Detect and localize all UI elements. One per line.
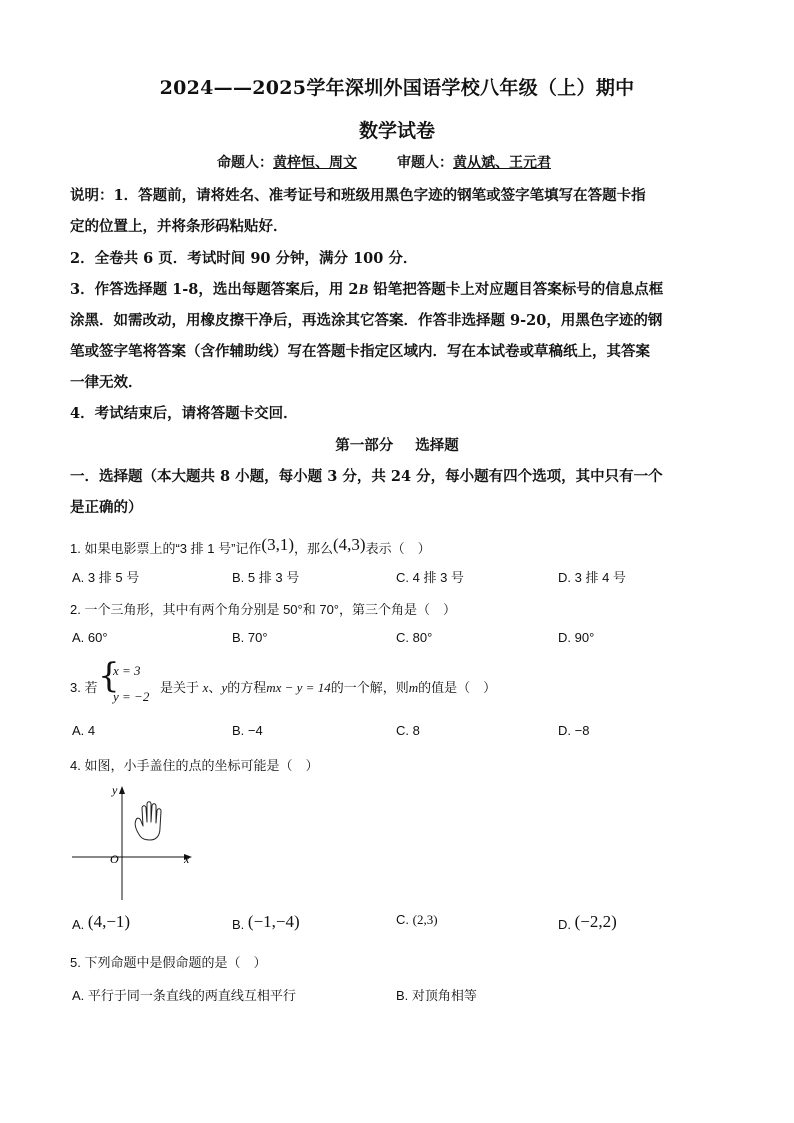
exam-subtitle: 数学试卷 [358, 120, 435, 142]
reviewer-label: 审题人： [397, 155, 453, 171]
instruction-line-4-b: B [358, 282, 369, 298]
coordinate-figure [68, 780, 198, 905]
instruction-line-4a: 3．作答选择题 1-8，选出每题答案后，用 2 [70, 281, 359, 298]
q1-stem-a: 1. 如果电影票上的“3 排 1 号”记作 [70, 541, 262, 556]
setter-label: 命题人： [217, 155, 273, 171]
q3-option-a[interactable]: A. 4 [72, 723, 96, 738]
section-heading-line-1: 一．选择题（本大题共 8 小题，每小题 3 分，共 24 分，每小题有四个选项，其中只有一个 [70, 468, 663, 485]
q4-option-d[interactable] [558, 912, 617, 932]
question-1-stem [70, 535, 431, 557]
section-title [0, 434, 794, 455]
exam-title: 2024——2025学年深圳外国语学校八年级（上）期中 [159, 77, 635, 99]
section-heading-line-2: 是正确的） [70, 499, 143, 516]
q3-option-b[interactable]: B. −4 [232, 723, 263, 738]
instruction-line-4c: 铅笔把答题卡上对应题目答案标号的信息点框 [368, 281, 664, 298]
q3-var-m: m [408, 680, 419, 695]
q4-option-c-value: (2,3) [412, 912, 438, 927]
q1-option-c[interactable]: C. 4 排 3 号 [396, 570, 464, 585]
x-axis-label: x [184, 852, 190, 866]
section-part: 第一部分 [335, 437, 394, 454]
q3-system-brace: { [98, 656, 120, 696]
instruction-line-4 [70, 278, 663, 299]
instruction-line-1: 说明：1．答题前，请将姓名、准考证号和班级用黑色字迹的钢笔或签字笔填写在答题卡指 [70, 187, 646, 204]
instruction-line-7: 一律无效． [70, 374, 143, 391]
y-axis-arrow-icon [119, 786, 125, 794]
section-part-name: 选择题 [415, 437, 459, 454]
instruction-line-8: 4．考试结束后，请将答题卡交回． [70, 405, 298, 422]
question-2-stem: 2. 一个三角形，其中有两个角分别是 50°和 70°，第三个角是（ ） [70, 602, 456, 617]
q3-stem-e: 的值是（ ） [418, 680, 497, 695]
q3-var-x: x [202, 680, 209, 695]
q2-option-a[interactable]: A. 60° [72, 630, 108, 645]
q4-option-c[interactable] [396, 912, 438, 928]
q1-coord-1: (3,1) [261, 535, 294, 554]
q3-system-eq-2: y = −2 [113, 689, 150, 704]
q4-option-a-letter: A. [72, 917, 85, 932]
instruction-line-3: 2．全卷共 6 页．考试时间 90 分钟，满分 100 分． [70, 250, 418, 267]
question-4-stem: 4. 如图，小手盖住的点的坐标可能是（ ） [70, 758, 319, 773]
y-axis-label: y [112, 783, 118, 797]
q3-stem-c: 的方程 [227, 680, 267, 695]
instruction-line-2: 定的位置上，并将条形码粘贴好． [70, 218, 288, 235]
q3-option-d[interactable]: D. −8 [558, 723, 590, 738]
q3-system-eq-1: x = 3 [113, 663, 141, 678]
origin-label: O [110, 852, 119, 866]
q3-stem-d: 的一个解，则 [330, 680, 409, 695]
q3-option-c[interactable]: C. 8 [396, 723, 420, 738]
q3-stem-b: 是关于 [160, 680, 200, 695]
q5-option-a[interactable]: A. 平行于同一条直线的两直线互相平行 [72, 988, 296, 1003]
question-3-stem [160, 677, 496, 696]
q2-option-d[interactable]: D. 90° [558, 630, 595, 645]
q3-stem-prefix: 3. 若 [70, 680, 98, 695]
q1-option-b[interactable]: B. 5 排 3 号 [232, 570, 300, 585]
q2-option-b[interactable]: B. 70° [232, 630, 268, 645]
q4-option-a[interactable] [72, 912, 130, 932]
q4-option-d-letter: D. [558, 917, 571, 932]
q4-option-a-value: (4,−1) [87, 912, 131, 931]
q1-coord-2: (4,3) [333, 535, 366, 554]
instruction-line-6: 笔或签字笔将答案（含作辅助线）写在答题卡指定区域内．写在本试卷或草稿纸上，其答案 [70, 343, 650, 360]
reviewer-names: 黄从斌、王元君 [453, 155, 551, 171]
q4-option-d-value: (−2,2) [574, 912, 617, 931]
q3-var-y: y [221, 680, 228, 695]
q5-option-b[interactable]: B. 对顶角相等 [396, 988, 477, 1003]
q1-stem-c: 表示（ ） [365, 541, 431, 556]
setter-names: 黄梓恒、周文 [273, 155, 357, 171]
q1-stem-b: ，那么 [294, 541, 334, 556]
q4-option-b[interactable] [232, 912, 300, 932]
q4-option-b-letter: B. [232, 917, 245, 932]
q4-option-b-value: (−1,−4) [247, 912, 300, 931]
instruction-line-5: 涂黑．如需改动，用橡皮擦干净后，再选涂其它答案．作答非选择题 9-20，用黑色字迹的钢 [70, 312, 663, 329]
q2-option-c[interactable]: C. 80° [396, 630, 433, 645]
authors-line [217, 152, 551, 172]
question-5-stem: 5. 下列命题中是假命题的是（ ） [70, 955, 267, 970]
q1-option-a[interactable]: A. 3 排 5 号 [72, 570, 140, 585]
q4-option-c-letter: C. [396, 912, 409, 927]
hand-icon [135, 802, 161, 840]
q3-sep: 、 [208, 680, 222, 695]
q3-equation: mx − y = 14 [266, 680, 331, 695]
q1-option-d[interactable]: D. 3 排 4 号 [558, 570, 626, 585]
